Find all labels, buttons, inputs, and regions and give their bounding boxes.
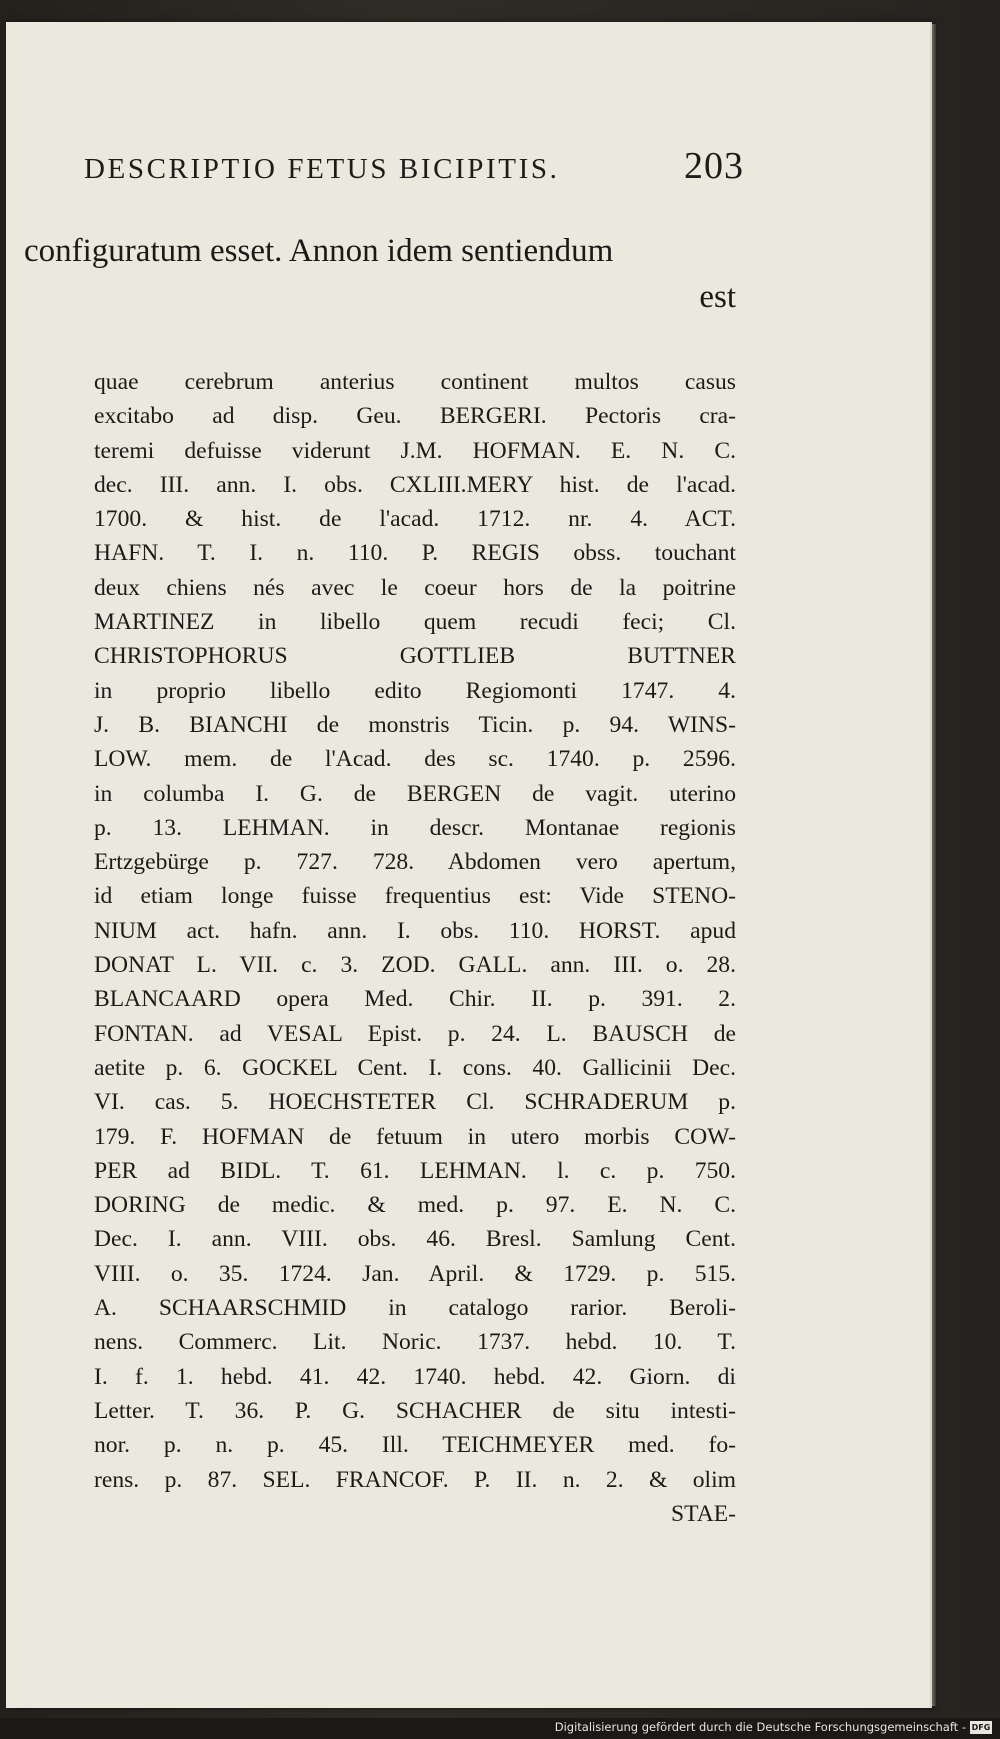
footnote-line: I. f. 1. hebd. 41. 42. 1740. hebd. 42. Giorn. di xyxy=(94,1363,736,1390)
footnote-line: MARTINEZ in libello quem recudi feci; Cl. xyxy=(94,609,736,636)
footnote-block xyxy=(94,365,736,1531)
footnote-line: rens. p. 87. SEL. FRANCOF. P. II. n. 2. & olim xyxy=(94,1466,736,1493)
footnote-line: 179. F. HOFMAN de fetuum in utero morbis COW- xyxy=(94,1123,736,1150)
footnote-line: VI. cas. 5. HOECHSTETER Cl. SCHRADERUM p. xyxy=(94,1089,736,1116)
footnote-line: Ertzgebürge p. 727. 728. Abdomen vero apertum, xyxy=(94,849,736,876)
footnote-line: excitabo ad disp. Geu. BERGERI. Pectoris cra- xyxy=(94,403,736,430)
catchword: STAE- xyxy=(671,1500,736,1527)
footnote-line: DONAT L. VII. c. 3. ZOD. GALL. ann. III. o. 28. xyxy=(94,952,736,979)
running-head xyxy=(84,144,744,188)
footnote-line: dec. III. ann. I. obs. CXLIII.MERY hist. de l'acad. xyxy=(94,471,736,498)
footnote-line: CHRISTOPHORUS GOTTLIEB BUTTNER xyxy=(94,643,736,670)
page-number: 203 xyxy=(684,145,744,187)
footnote-line: in proprio libello edito Regiomonti 1747. 4. xyxy=(94,677,736,704)
footnote-line: HAFN. T. I. n. 110. P. REGIS obss. touchant xyxy=(94,540,736,567)
footnote-line: deux chiens nés avec le coeur hors de la poitrine xyxy=(94,574,736,601)
footnote-line: DORING de medic. & med. p. 97. E. N. C. xyxy=(94,1192,736,1219)
footnote-line: Letter. T. 36. P. G. SCHACHER de situ intesti- xyxy=(94,1397,736,1424)
footnote-line: A. SCHAARSCHMID in catalogo rarior. Beroli- xyxy=(94,1295,736,1322)
running-title: DESCRIPTIO FETUS BICIPITIS. xyxy=(84,153,560,185)
footnote-line: id etiam longe fuisse frequentius est: Vide STENO- xyxy=(94,883,736,910)
footnote-line: nens. Commerc. Lit. Noric. 1737. hebd. 10. T. xyxy=(94,1329,736,1356)
dfg-logo: DFG xyxy=(971,1723,991,1732)
footnote-line: quae cerebrum anterius continent multos casus xyxy=(94,369,736,395)
main-text xyxy=(24,228,736,320)
footnote-line: FONTAN. ad VESAL Epist. p. 24. L. BAUSCH de xyxy=(94,1020,736,1047)
footnote-line: teremi defuisse viderunt J.M. HOFMAN. E. N. C. xyxy=(94,437,736,464)
main-text-line: est xyxy=(699,279,736,315)
footnote-line: PER ad BIDL. T. 61. LEHMAN. l. c. p. 750. xyxy=(94,1157,736,1184)
footnote-line: VIII. o. 35. 1724. Jan. April. & 1729. p. 515. xyxy=(94,1260,736,1287)
footnote-line: NIUM act. hafn. ann. I. obs. 110. HORST. apud xyxy=(94,917,736,944)
footnote-line: Dec. I. ann. VIII. obs. 46. Bresl. Samlung Cent. xyxy=(94,1226,736,1253)
footnote-line: BLANCAARD opera Med. Chir. II. p. 391. 2. xyxy=(94,986,736,1013)
footnote-line: LOW. mem. de l'Acad. des sc. 1740. p. 2596. xyxy=(94,746,736,773)
main-text-line: configuratum esset. Annon idem sentiendum xyxy=(24,233,614,269)
funding-credit: Digitalisierung gefördert durch die Deutsche Forschungsgemeinschaft - xyxy=(554,1720,966,1734)
footnote-line: 1700. & hist. de l'acad. 1712. nr. 4. ACT. xyxy=(94,506,736,533)
footnote-line: in columba I. G. de BERGEN de vagit. uterino xyxy=(94,780,736,807)
footnote-line: p. 13. LEHMAN. in descr. Montanae regionis xyxy=(94,814,736,841)
footnote-line: J. B. BIANCHI de monstris Ticin. p. 94. WINS- xyxy=(94,711,736,738)
footnote-line: nor. p. n. p. 45. Ill. TEICHMEYER med. fo- xyxy=(94,1432,736,1459)
footnote-line: aetite p. 6. GOCKEL Cent. I. cons. 40. Gallicinii Dec. xyxy=(94,1054,736,1081)
